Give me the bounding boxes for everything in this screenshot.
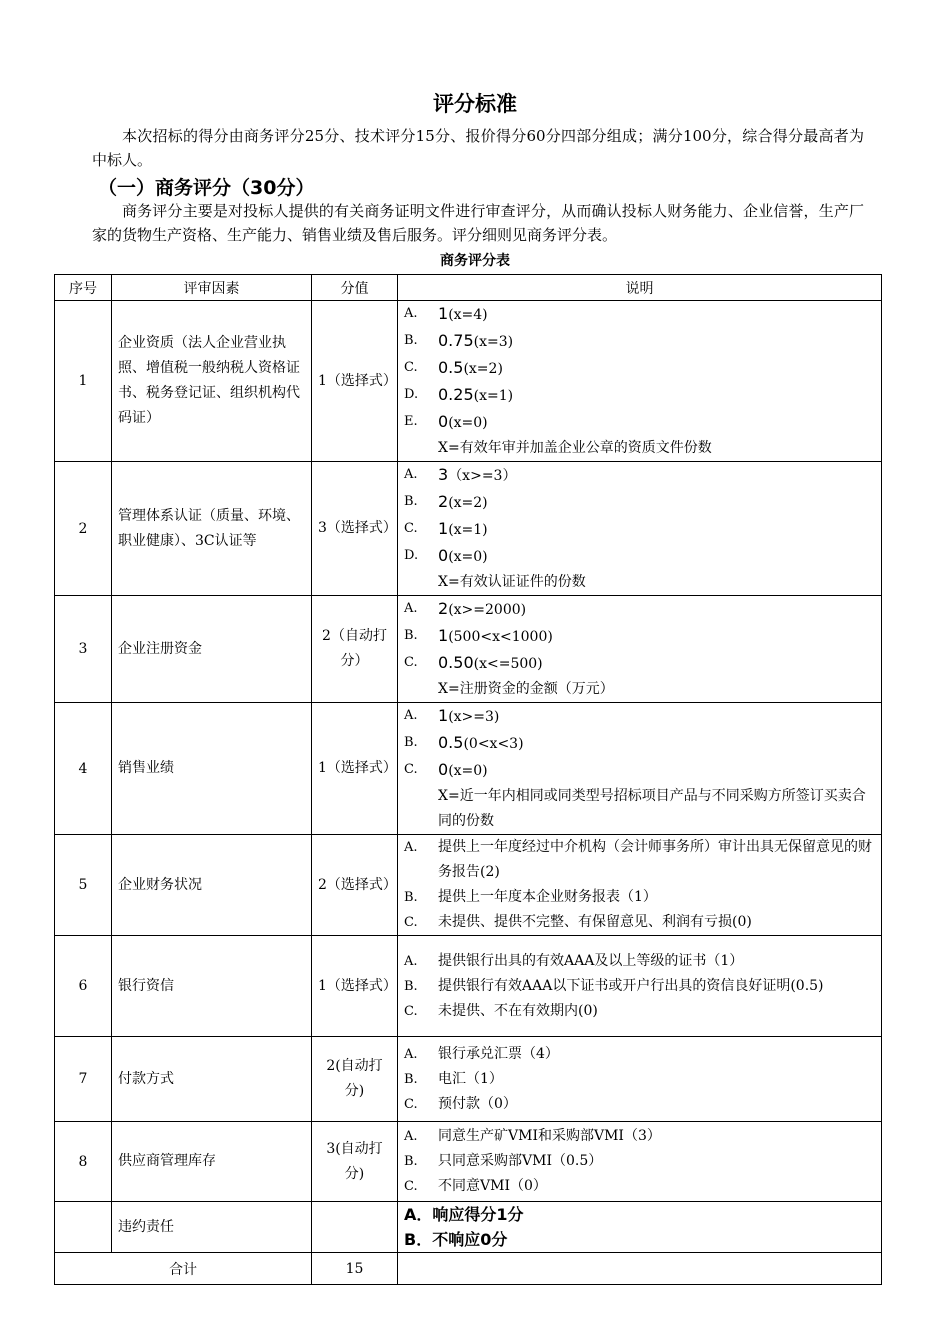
option-key: C. xyxy=(404,521,418,536)
intro-paragraph: 本次招标的得分由商务评分25分、技术评分15分、报价得分60分四部分组成；满分100分，综合得分最高者为中标人。 xyxy=(92,127,864,169)
option-condition: 电汇（1） xyxy=(438,1070,503,1087)
option-condition: 提供银行有效AAA以下证书或开户行出具的资信良好证明(0.5) xyxy=(438,977,824,994)
row-score: 1（选择式） xyxy=(312,301,398,462)
page-title: 评分标准 xyxy=(433,92,517,116)
option-item xyxy=(404,1092,875,1117)
option-item xyxy=(404,1042,875,1067)
option-key: C. xyxy=(404,915,418,930)
row-factor: 管理体系认证（质量、环境、职业健康）、3C认证等 xyxy=(112,462,312,596)
option-item xyxy=(404,623,875,650)
option-condition: (x=2) xyxy=(463,361,503,377)
option-condition: (x=0) xyxy=(448,549,488,565)
header-no: 序号 xyxy=(55,275,112,301)
row-factor: 银行资信 xyxy=(112,936,312,1037)
option-condition: （x>=3） xyxy=(448,468,517,484)
row-number: 6 xyxy=(55,936,112,1037)
row-number: 8 xyxy=(55,1122,112,1202)
option-condition: 提供上一年度本企业财务报表（1） xyxy=(438,889,657,905)
scoring-table xyxy=(54,274,882,1285)
row-score: 2(自动打分) xyxy=(312,1037,398,1122)
table-row-breach xyxy=(55,1202,882,1253)
option-item xyxy=(404,382,875,409)
table-row xyxy=(55,936,882,1037)
option-condition: (x>=2000) xyxy=(448,602,527,618)
option-key: C. xyxy=(404,1096,418,1112)
header-score: 分值 xyxy=(312,275,398,301)
option-value: 2 xyxy=(438,599,449,618)
option-condition: (x=2) xyxy=(448,495,488,511)
option-key: B. xyxy=(404,1071,418,1087)
row-score: 3(自动打分) xyxy=(312,1122,398,1202)
total-label: 合计 xyxy=(55,1253,312,1285)
row-score xyxy=(312,1202,398,1253)
header-description: 说明 xyxy=(398,275,882,301)
option-value: 0.50 xyxy=(438,653,474,672)
option-item xyxy=(404,1124,875,1149)
option-key: B. xyxy=(404,735,418,750)
option-condition: 提供上一年度经过中介机构（会计师事务所）审计出具无保留意见的财务报告(2) xyxy=(438,839,872,880)
table-row xyxy=(55,462,882,596)
option-value: 0.25 xyxy=(438,385,474,404)
option-value: 1 xyxy=(438,304,449,323)
option-key: A. xyxy=(404,467,418,482)
option-condition: (x>=3) xyxy=(448,709,500,725)
option-key: A. xyxy=(404,953,418,969)
option-condition: (x=3) xyxy=(473,334,514,350)
row-description xyxy=(398,1202,882,1253)
row-description xyxy=(398,596,882,703)
option-item xyxy=(404,543,875,570)
option-key: C. xyxy=(404,655,418,670)
row-factor: 销售业绩 xyxy=(112,703,312,835)
row-score: 1（选择式） xyxy=(312,936,398,1037)
row-factor: 付款方式 xyxy=(112,1037,312,1122)
option-value: 0 xyxy=(438,412,449,431)
option-key: B. xyxy=(404,978,418,994)
option-value: 1 xyxy=(438,626,449,645)
header-factor: 评审因素 xyxy=(112,275,312,301)
option-item xyxy=(404,910,875,935)
row-number xyxy=(55,1202,112,1253)
option-item xyxy=(404,462,875,489)
option-item xyxy=(404,949,875,974)
total-description xyxy=(398,1253,882,1285)
table-row xyxy=(55,703,882,835)
option-note: X=注册资金的金额（万元） xyxy=(438,681,614,697)
option-condition: (500<x<1000) xyxy=(448,629,553,645)
section-heading: （一）商务评分（30分） xyxy=(98,177,315,199)
option-note: X=有效年审并加盖企业公章的资质文件份数 xyxy=(438,440,712,456)
option-key: A. xyxy=(404,840,418,855)
row-number: 1 xyxy=(55,301,112,462)
option-item xyxy=(404,730,875,757)
option-condition: 未提供、不在有效期内(0) xyxy=(438,1002,598,1019)
option-condition: (x=4) xyxy=(448,307,488,323)
option-item xyxy=(404,757,875,784)
row-description xyxy=(398,835,882,936)
option-condition: 预付款（0） xyxy=(438,1095,517,1112)
table-row xyxy=(55,835,882,936)
table-row xyxy=(55,1122,882,1202)
option-key: B. xyxy=(404,333,418,348)
option-key: C. xyxy=(404,1003,418,1019)
row-number: 3 xyxy=(55,596,112,703)
option-value: 0.5 xyxy=(438,733,464,752)
option-value: 2 xyxy=(438,492,449,511)
option-value: 1 xyxy=(438,519,449,538)
option-note: X=近一年内相同或同类型号招标项目产品与不同采购方所签订买卖合同的份数 xyxy=(438,788,866,829)
row-description xyxy=(398,462,882,596)
breach-option: A．响应得分1分 xyxy=(404,1205,524,1224)
option-item xyxy=(404,489,875,516)
option-value: 0.75 xyxy=(438,331,474,350)
row-factor: 企业资质（法人企业营业执照、增值税一般纳税人资格证书、税务登记证、组织机构代码证） xyxy=(112,301,312,462)
option-key: A. xyxy=(404,306,418,321)
option-item xyxy=(404,1149,875,1174)
option-condition: (0<x<3) xyxy=(463,736,524,752)
row-number: 4 xyxy=(55,703,112,835)
table-header-row xyxy=(55,275,882,301)
option-key: C. xyxy=(404,1179,418,1194)
option-item xyxy=(404,1174,875,1199)
option-condition: 只同意采购部VMI（0.5） xyxy=(438,1153,603,1169)
option-value: 0 xyxy=(438,546,449,565)
row-description xyxy=(398,936,882,1037)
row-description xyxy=(398,703,882,835)
option-key: B. xyxy=(404,494,418,509)
row-score: 1（选择式） xyxy=(312,703,398,835)
option-condition: 不同意VMI（0） xyxy=(438,1178,547,1194)
row-description xyxy=(398,301,882,462)
option-value: 0.5 xyxy=(438,358,464,377)
option-condition: (x=1) xyxy=(473,388,514,404)
row-factor: 供应商管理库存 xyxy=(112,1122,312,1202)
row-description xyxy=(398,1122,882,1202)
option-key: A. xyxy=(404,601,418,616)
option-key: C. xyxy=(404,360,418,375)
total-score: 15 xyxy=(312,1253,398,1285)
option-item xyxy=(404,409,875,436)
option-key: A. xyxy=(404,708,418,723)
option-item xyxy=(404,596,875,623)
option-item xyxy=(404,355,875,382)
row-score: 3（选择式） xyxy=(312,462,398,596)
option-key: A. xyxy=(404,1129,418,1144)
table-row xyxy=(55,596,882,703)
row-number: 7 xyxy=(55,1037,112,1122)
option-item xyxy=(404,885,875,910)
table-caption: 商务评分表 xyxy=(440,253,510,269)
option-item xyxy=(404,516,875,543)
row-factor: 企业注册资金 xyxy=(112,596,312,703)
option-condition: 提供银行出具的有效AAA及以上等级的证书（1） xyxy=(438,952,744,969)
option-item xyxy=(404,650,875,677)
row-score: 2（自动打分） xyxy=(312,596,398,703)
option-condition: 银行承兑汇票（4） xyxy=(438,1045,559,1062)
option-value: 1 xyxy=(438,706,449,725)
option-key: B. xyxy=(404,1154,418,1169)
option-item xyxy=(404,974,875,999)
option-item xyxy=(404,1067,875,1092)
option-condition: (x<=500) xyxy=(473,656,543,672)
option-note: X=有效认证证件的份数 xyxy=(438,574,586,590)
option-key: E. xyxy=(404,414,418,429)
option-value: 3 xyxy=(438,465,449,484)
table-row-total xyxy=(55,1253,882,1285)
row-number: 5 xyxy=(55,835,112,936)
option-condition: 同意生产矿VMI和采购部VMI（3） xyxy=(438,1128,661,1144)
table-row xyxy=(55,1037,882,1122)
row-number: 2 xyxy=(55,462,112,596)
option-item xyxy=(404,835,875,885)
row-factor: 企业财务状况 xyxy=(112,835,312,936)
option-key: B. xyxy=(404,628,418,643)
row-description xyxy=(398,1037,882,1122)
option-condition: (x=0) xyxy=(448,763,488,779)
option-item xyxy=(404,328,875,355)
option-condition: 未提供、提供不完整、有保留意见、利润有亏损(0) xyxy=(438,914,752,930)
row-factor: 违约责任 xyxy=(112,1202,312,1253)
table-row xyxy=(55,301,882,462)
section-paragraph: 商务评分主要是对投标人提供的有关商务证明文件进行审查评分，从而确认投标人财务能力、企业信誉，生产厂家的货物生产资格、生产能力、销售业绩及售后服务。评分细则见商务评分表。 xyxy=(92,202,864,244)
option-key: B. xyxy=(404,890,418,905)
row-score: 2（选择式） xyxy=(312,835,398,936)
option-condition: (x=0) xyxy=(448,415,488,431)
option-key: D. xyxy=(404,548,419,563)
option-condition: (x=1) xyxy=(448,522,488,538)
option-key: A. xyxy=(404,1046,418,1062)
option-key: D. xyxy=(404,387,419,402)
option-item xyxy=(404,703,875,730)
breach-option: B．不响应0分 xyxy=(404,1230,508,1249)
option-value: 0 xyxy=(438,760,449,779)
option-key: C. xyxy=(404,762,418,777)
option-item xyxy=(404,301,875,328)
option-item xyxy=(404,999,875,1024)
